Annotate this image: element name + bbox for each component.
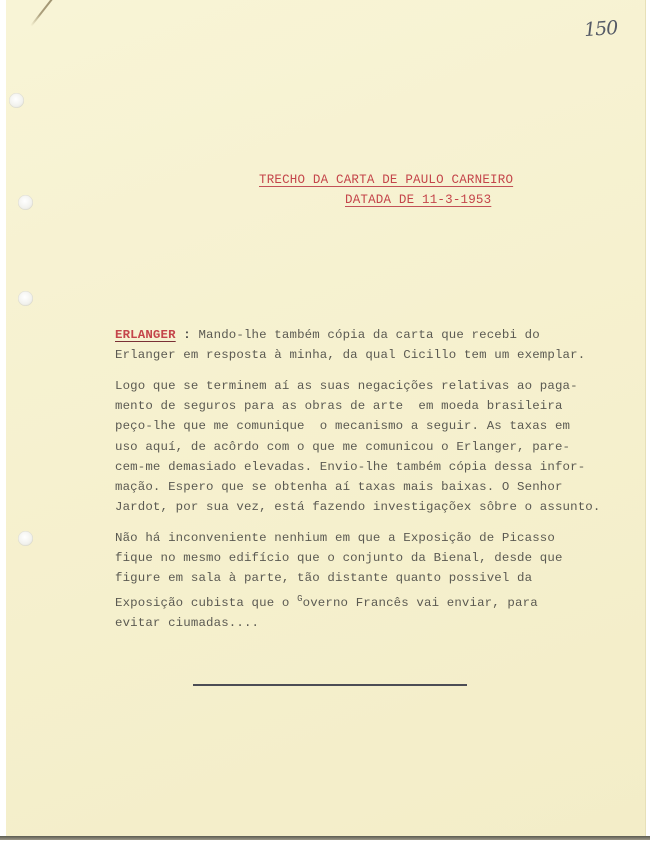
text-fragment: overno Francês vai enviar, para bbox=[302, 595, 538, 610]
punch-hole-icon bbox=[18, 531, 33, 546]
closing-rule bbox=[193, 684, 467, 686]
paragraph-3-line-5: evitar ciumadas.... bbox=[115, 615, 260, 630]
superscript-letter: G bbox=[297, 593, 303, 604]
paragraph-2-line: uso aquí, de acôrdo com o que me comunicou o Erlanger, pare- bbox=[115, 439, 571, 454]
document-page bbox=[6, 0, 646, 838]
heading-line-1: TRECHO DA CARTA DE PAULO CARNEIRO bbox=[259, 173, 514, 187]
paragraph-3-line-4 bbox=[115, 593, 538, 610]
paragraph-3-line: figure em sala à parte, tão distante quanto possivel da bbox=[115, 571, 533, 586]
heading-line-2: DATADA DE 11-3-1953 bbox=[345, 193, 492, 207]
paragraph-1-line-1: Mando-lhe também cópia da carta que recebi do bbox=[198, 328, 540, 342]
addressee-name: ERLANGER bbox=[115, 328, 176, 342]
page-number: 150 bbox=[583, 16, 618, 42]
paragraph-3-line: fique no mesmo edifício que o conjunto da Bienal, desde que bbox=[115, 551, 563, 566]
paragraph-2 bbox=[115, 376, 600, 517]
paragraph-3-line: Não há inconveniente nenhium em que a Exposição de Picasso bbox=[115, 531, 555, 545]
paragraph-2-line: peço-lhe que me comunique o mecanismo a seguir. As taxas em bbox=[115, 419, 571, 434]
paragraph-2-line: Jardot, por sua vez, está fazendo investigaçõex sôbre o assunto. bbox=[115, 500, 601, 515]
background bbox=[0, 840, 650, 845]
paragraph-1 bbox=[115, 325, 585, 365]
paragraph-3 bbox=[115, 528, 563, 633]
punch-hole-icon bbox=[9, 93, 24, 108]
paragraph-2-line: cem-me demasiado elevadas. Envio-lhe também cópia dessa infor- bbox=[115, 459, 586, 474]
separator: : bbox=[175, 328, 199, 342]
pencil-mark bbox=[30, 0, 62, 27]
paragraph-2-line: mação. Espero que se obtenha aí taxas mais baixas. O Senhor bbox=[115, 480, 563, 495]
punch-hole-icon bbox=[18, 291, 33, 306]
paragraph-2-line: Logo que se terminem aí as suas negacições relativas ao paga- bbox=[115, 379, 578, 393]
punch-hole-icon bbox=[18, 195, 33, 210]
paragraph-2-line: mento de seguros para as obras de arte em moeda brasileira bbox=[115, 399, 563, 414]
paragraph-1-line-2: Erlanger em resposta à minha, da qual Cicillo tem um exemplar. bbox=[115, 348, 586, 363]
text-fragment: Exposição cubista que o bbox=[115, 595, 298, 610]
